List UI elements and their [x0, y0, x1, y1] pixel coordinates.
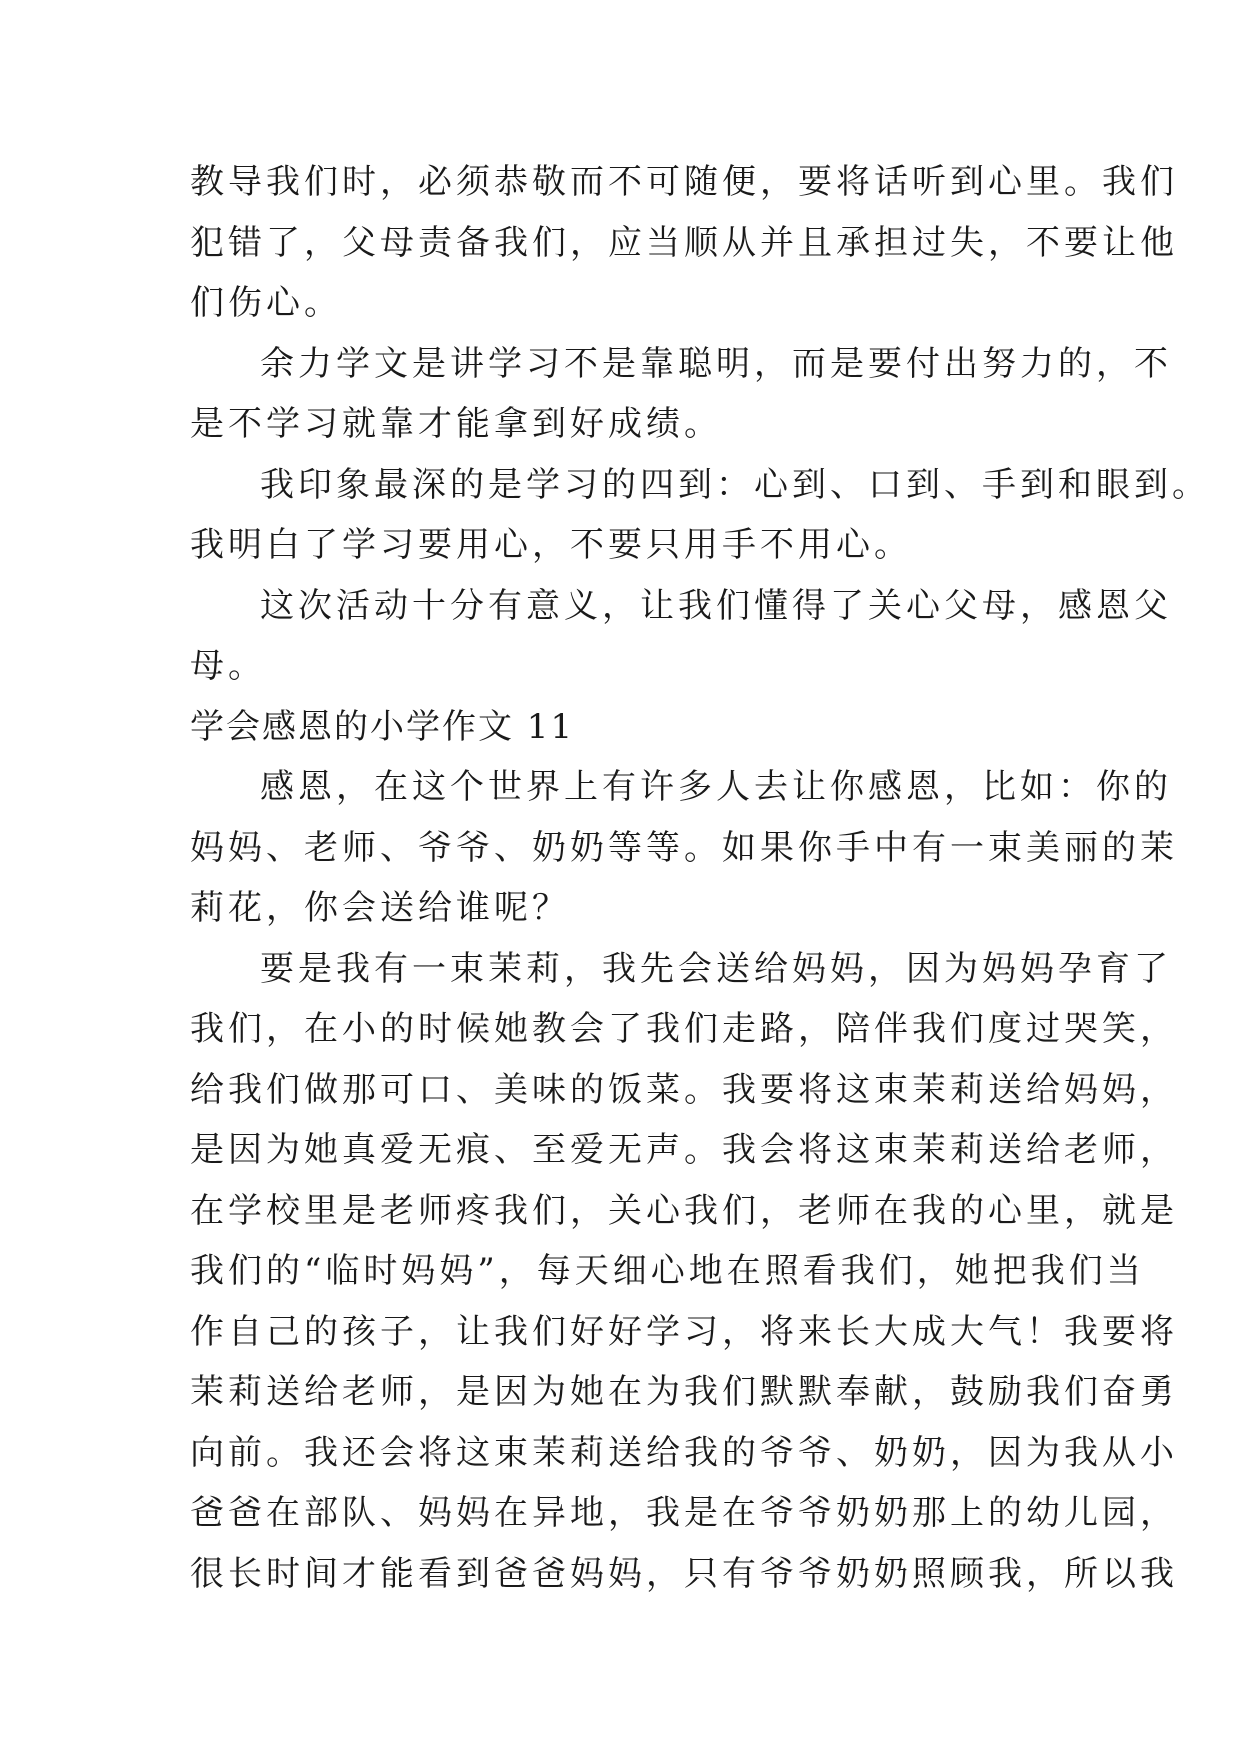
text-line: 感恩，在这个世界上有许多人去让你感恩，比如：你的 — [260, 767, 1172, 807]
document-body — [190, 152, 1210, 1604]
text-line: 这次活动十分有意义，让我们懂得了关心父母，感恩父 — [260, 585, 1172, 626]
text-line: 余力学文是讲学习不是靠聪明，而是要付出努力的，不 — [260, 343, 1172, 384]
text-line: 妈妈、老师、爷爷、奶奶等等。如果你手中有一束美丽的茉 — [190, 827, 1178, 868]
text-line: 莉花，你会送给谁呢？ — [190, 888, 570, 928]
text-line: 教导我们时，必须恭敬而不可随便，要将话听到心里。我们 — [190, 162, 1178, 202]
text-line: 我们的“临时妈妈”，每天细心地在照看我们，她把我们当 — [190, 1251, 1145, 1291]
text-line: 茉莉送给老师，是因为她在为我们默默奉献，鼓励我们奋勇 — [190, 1372, 1178, 1412]
text-line: 要是我有一束茉莉，我先会送给妈妈，因为妈妈孕育了 — [260, 948, 1172, 989]
text-line: 爸爸在部队、妈妈在异地，我是在爷爷奶奶那上的幼儿园， — [190, 1493, 1178, 1533]
text-line: 我印象最深的是学习的四到：心到、口到、手到和眼到。 — [260, 464, 1210, 505]
text-line: 很长时间才能看到爸爸妈妈，只有爷爷奶奶照顾我，所以我 — [190, 1553, 1178, 1594]
text-line: 向前。我还会将这束茉莉送给我的爷爷、奶奶，因为我从小 — [190, 1432, 1178, 1473]
text-line: 们伤心。 — [190, 283, 342, 323]
text-line: 作自己的孩子，让我们好好学习，将来长大成大气！我要将 — [190, 1311, 1178, 1352]
text-line: 犯错了，父母责备我们，应当顺从并且承担过失，不要让他 — [190, 222, 1178, 263]
text-line: 我明白了学习要用心，不要只用手不用心。 — [190, 525, 912, 565]
section-heading: 学会感恩的小学作文 11 — [190, 706, 575, 747]
text-line: 母。 — [190, 646, 266, 686]
text-line: 是因为她真爱无痕、至爱无声。我会将这束茉莉送给老师， — [190, 1130, 1178, 1170]
text-line: 给我们做那可口、美味的饭菜。我要将这束茉莉送给妈妈， — [190, 1069, 1178, 1110]
text-line: 在学校里是老师疼我们，关心我们，老师在我的心里，就是 — [190, 1190, 1178, 1231]
text-line: 是不学习就靠才能拿到好成绩。 — [190, 404, 722, 444]
text-line: 我们，在小的时候她教会了我们走路，陪伴我们度过哭笑， — [190, 1009, 1178, 1049]
